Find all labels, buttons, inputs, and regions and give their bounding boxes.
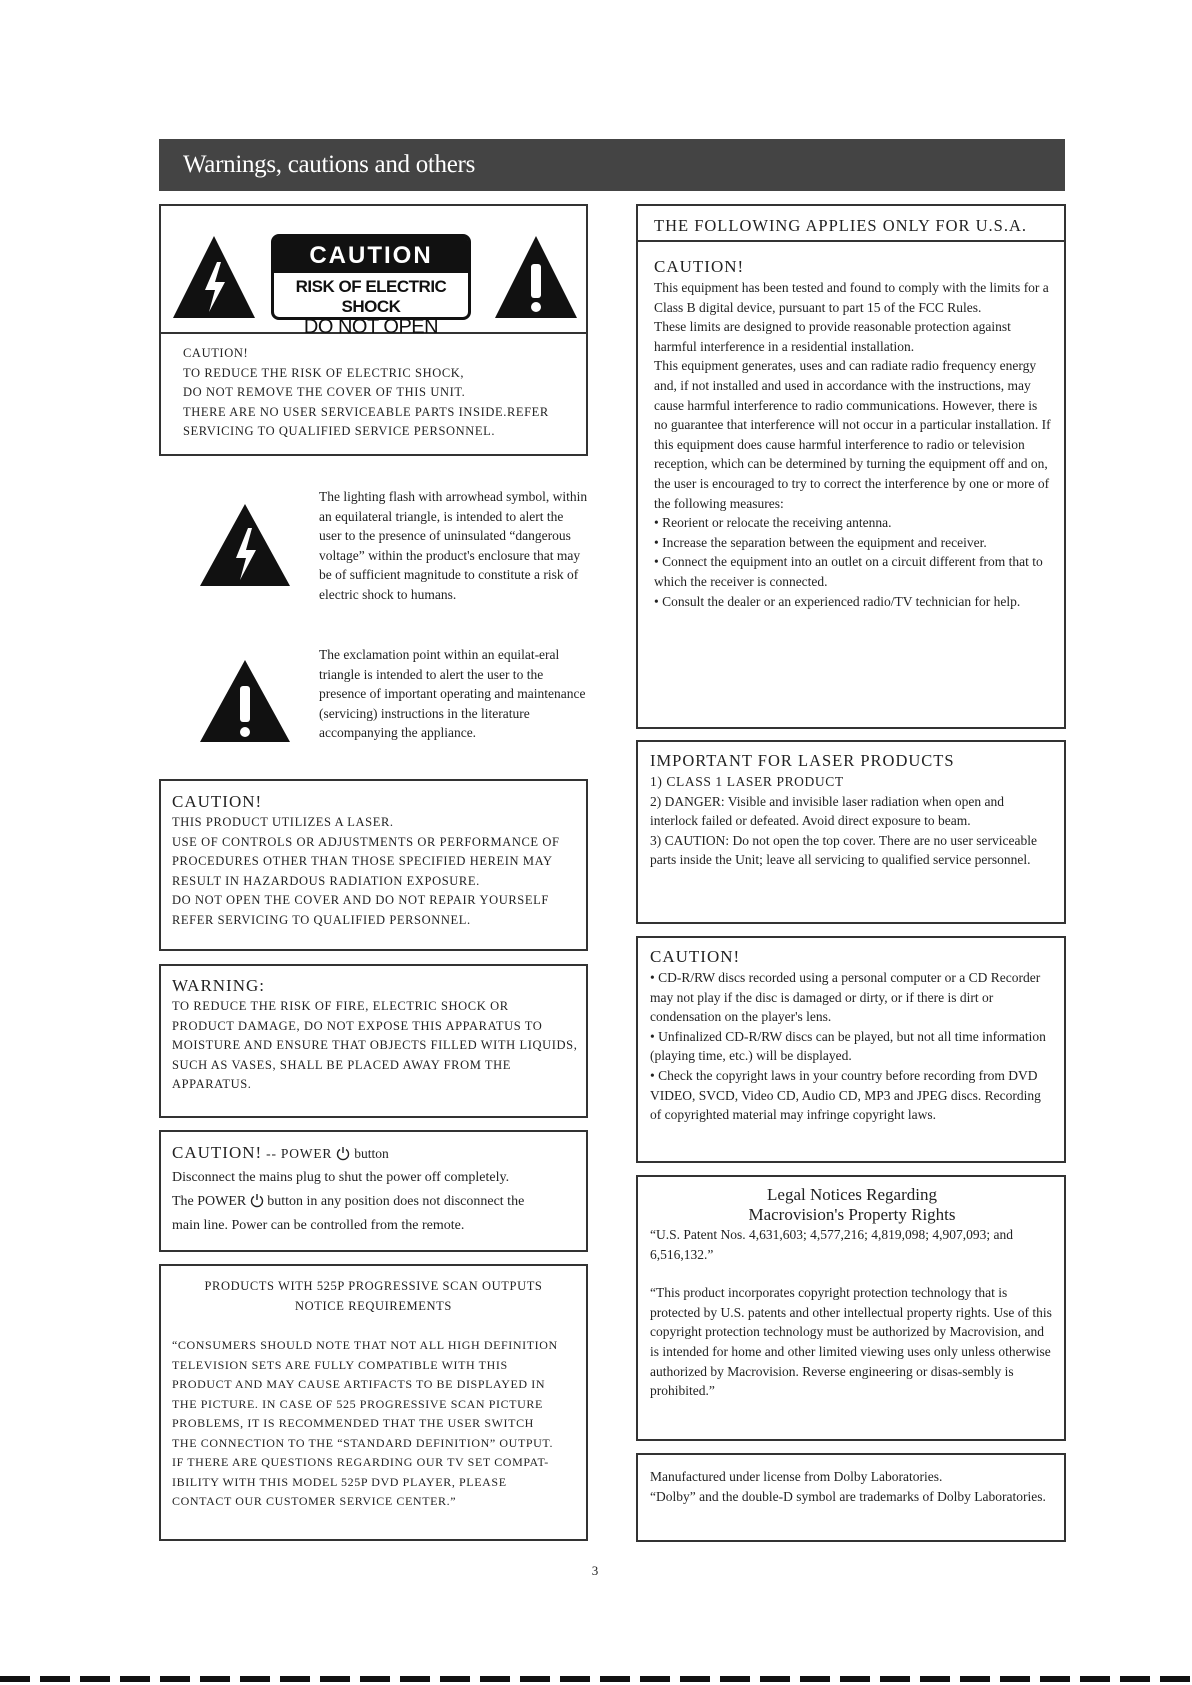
paragraph: “U.S. Patent Nos. 4,631,603; 4,577,216; 4,819,098; 4,907,093; and 6,516,132.”: [650, 1227, 1013, 1262]
caution-sign-title: CAUTION: [274, 237, 468, 273]
warning-box: [159, 964, 588, 1118]
laser-caution-title: CAUTION!: [172, 792, 263, 811]
text-line: PRODUCT AND MAY CAUSE ARTIFACTS TO BE DISPLAYED IN: [172, 1377, 546, 1391]
laser-products-box: [636, 740, 1066, 924]
text-line: TELEVISION SETS ARE FULLY COMPATIBLE WITH THIS: [172, 1357, 508, 1372]
text-line: USE OF CONTROLS OR ADJUSTMENTS OR PERFORMANCE OF: [172, 834, 560, 849]
text-line: TO REDUCE THE RISK OF ELECTRIC SHOCK,: [183, 365, 465, 380]
laser-caution-box: [159, 779, 588, 951]
text-line-with-icon: [172, 1190, 586, 1214]
text-line: PROBLEMS, IT IS RECOMMENDED THAT THE USER SWITCH: [172, 1416, 534, 1430]
page-number: 3: [591, 1563, 599, 1578]
lightning-warning-icon: [169, 232, 259, 322]
page-footer-rule: [0, 1676, 1192, 1682]
text-line: 2) DANGER: Visible and invisible laser radiation when open and interlock failed or defeated. Avoid direct exposure to beam.: [650, 793, 1004, 829]
paragraph: “This product incorporates copyright protection technology that is protected by U.S. patents and other intellectual property rights. Use of this copyright protection technology must be authorized by Macrovision, and is intended for home and other limited viewing uses only unless otherwise authorized by Macrovision. Reverse engineering or disas-sembly is prohibited.”: [650, 1285, 1052, 1399]
text-line: PROCEDURES OTHER THAN THOSE SPECIFIED HEREIN MAY: [172, 854, 553, 868]
disc-caution-title: CAUTION!: [650, 947, 741, 966]
text-line: “CONSUMERS SHOULD NOTE THAT NOT ALL HIGH DEFINITION: [172, 1338, 558, 1352]
text-line: 1) CLASS 1 LASER PRODUCT: [650, 774, 844, 789]
list-item: • Connect the equipment into an outlet on a circuit different from that to which the receiver is connected.: [654, 552, 1052, 591]
text-line: CAUTION!: [183, 346, 249, 360]
warning-title: WARNING:: [172, 976, 265, 995]
text-line: APPARATUS.: [172, 1077, 252, 1091]
paragraph: This equipment has been tested and found to comply with the limits for a Class B digital device, pursuant to part 15 of the FCC Rules.: [654, 280, 1049, 315]
lightning-symbol-text: The lighting flash with arrowhead symbol, within an equilateral triangle, is intended to alert the user to the presence of uninsulated “dangerous voltage” within the product's enclosure that may be of sufficient magnitude to constitute a risk of electric shock to humans.: [319, 489, 588, 602]
caution-sign-bottom: DO NOT OPEN: [303, 316, 439, 338]
caution-sign-mid: RISK OF ELECTRIC SHOCK: [295, 277, 447, 316]
text-fragment: The POWER: [172, 1194, 247, 1209]
text-fragment: button in any position does not disconnect the: [267, 1194, 525, 1209]
list-item: • CD-R/RW discs recorded using a personal computer or a CD Recorder may not play if the disc is damaged or dirty, or if there is dirt or condensation on the player's lens.: [650, 968, 1054, 1027]
text-line: 3) CAUTION: Do not open the top cover. There are no user serviceable parts inside the Unit; leave all servicing to qualified service personnel.: [650, 832, 1037, 868]
text-line: MOISTURE AND ENSURE THAT OBJECTS FILLED WITH LIQUIDS,: [172, 1038, 578, 1052]
text-line: Disconnect the mains plug to shut the power off completely.: [172, 1170, 510, 1185]
caution-label-text: [183, 344, 583, 442]
caution-sign: [271, 234, 471, 338]
text-line: THIS PRODUCT UTILIZES A LASER.: [172, 815, 394, 829]
text-line: THERE ARE NO USER SERVICEABLE PARTS INSIDE.REFER: [183, 404, 549, 419]
usa-box: [636, 204, 1066, 729]
power-caution-suffix: -- POWER: [266, 1146, 333, 1161]
power-caution-button-word: button: [354, 1146, 389, 1161]
exclamation-triangle-icon: [198, 656, 293, 746]
list-item: • Consult the dealer or an experienced radio/TV technician for help.: [654, 592, 1052, 612]
legal-title-2: Macrovision's Property Rights: [748, 1205, 956, 1224]
text-line: main line. Power can be controlled from the remote.: [172, 1218, 465, 1233]
text-line: SERVICING TO QUALIFIED SERVICE PERSONNEL.: [183, 424, 496, 438]
usa-title: THE FOLLOWING APPLIES ONLY FOR U.S.A.: [638, 206, 1064, 242]
text-line: REFER SERVICING TO QUALIFIED PERSONNEL.: [172, 912, 471, 927]
text-line: CONTACT OUR CUSTOMER SERVICE CENTER.”: [172, 1494, 457, 1508]
power-caution-box: [159, 1130, 588, 1252]
text-line: THE CONNECTION TO THE “STANDARD DEFINITION” OUTPUT.: [172, 1435, 554, 1450]
progressive-scan-box: [159, 1264, 588, 1541]
list-item: • Reorient or relocate the receiving antenna.: [654, 513, 1052, 533]
list-item: • Unfinalized CD-R/RW discs can be played, but not all time information (playing time, etc.) will be displayed.: [650, 1027, 1054, 1066]
progressive-title-1: PRODUCTS WITH 525P PROGRESSIVE SCAN OUTPUTS: [204, 1279, 543, 1293]
text-line: PRODUCT DAMAGE, DO NOT EXPOSE THIS APPARATUS TO: [172, 1018, 543, 1033]
text-line: THE PICTURE. IN CASE OF 525 PROGRESSIVE SCAN PICTURE: [172, 1396, 543, 1411]
text-line: SUCH AS VASES, SHALL BE PLACED AWAY FROM THE: [172, 1057, 512, 1072]
paragraph: These limits are designed to provide reasonable protection against harmful interference in a residential installation.: [654, 319, 1011, 354]
text-line: RESULT IN HAZARDOUS RADIATION EXPOSURE.: [172, 873, 480, 888]
exclamation-symbol-text: The exclamation point within an equilat-eral triangle is intended to alert the user to the presence of important operating and maintenance (servicing) instructions in the literature accompanying the appliance.: [319, 647, 586, 741]
list-item: • Check the copyright laws in your country before recording from DVD VIDEO, SVCD, Video CD, Audio CD, MP3 and JPEG discs. Recording of copyrighted material may infringe copyright laws.: [650, 1066, 1054, 1125]
text-line: IF THERE ARE QUESTIONS REGARDING OUR TV SET COMPAT-: [172, 1455, 549, 1469]
page-title: Warnings, cautions and others: [159, 139, 1065, 191]
disc-caution-box: [636, 936, 1066, 1163]
text-line: Manufactured under license from Dolby Laboratories.: [650, 1469, 943, 1484]
dolby-box: [636, 1453, 1066, 1542]
power-icon: [336, 1146, 350, 1160]
text-line: “Dolby” and the double-D symbol are trademarks of Dolby Laboratories.: [650, 1488, 1046, 1504]
exclamation-warning-icon: [491, 232, 581, 322]
power-icon: [250, 1193, 264, 1207]
laser-products-title: IMPORTANT FOR LASER PRODUCTS: [650, 751, 955, 770]
legal-title-1: Legal Notices Regarding: [767, 1185, 937, 1204]
text-line: DO NOT OPEN THE COVER AND DO NOT REPAIR YOURSELF: [172, 893, 549, 907]
text-line: TO REDUCE THE RISK OF FIRE, ELECTRIC SHOCK OR: [172, 999, 509, 1013]
power-caution-heading: [172, 1142, 586, 1166]
legal-notices-box: [636, 1175, 1066, 1441]
paragraph: This equipment generates, uses and can radiate radio frequency energy and, if not installed and used in accordance with the instructions, may cause harmful interference to radio communications. However, there is no guarantee that interference will not occur in a particular installation. If this equipment does cause harmful interference to radio or television reception, which can be determined by turning the equipment off and on, the user is encouraged to try to correct the interference by one or more of the following measures:: [654, 358, 1051, 511]
text-line: DO NOT REMOVE THE COVER OF THIS UNIT.: [183, 385, 466, 399]
caution-label-box: [159, 204, 588, 456]
usa-caution: CAUTION!: [654, 257, 745, 276]
progressive-title-2: NOTICE REQUIREMENTS: [295, 1298, 452, 1313]
caution-image-banner: [161, 206, 586, 338]
lightning-triangle-icon: [198, 500, 293, 590]
text-line: IBILITY WITH THIS MODEL 525P DVD PLAYER, PLEASE: [172, 1474, 507, 1489]
power-caution-title: CAUTION!: [172, 1143, 263, 1162]
list-item: • Increase the separation between the equipment and receiver.: [654, 533, 1052, 553]
